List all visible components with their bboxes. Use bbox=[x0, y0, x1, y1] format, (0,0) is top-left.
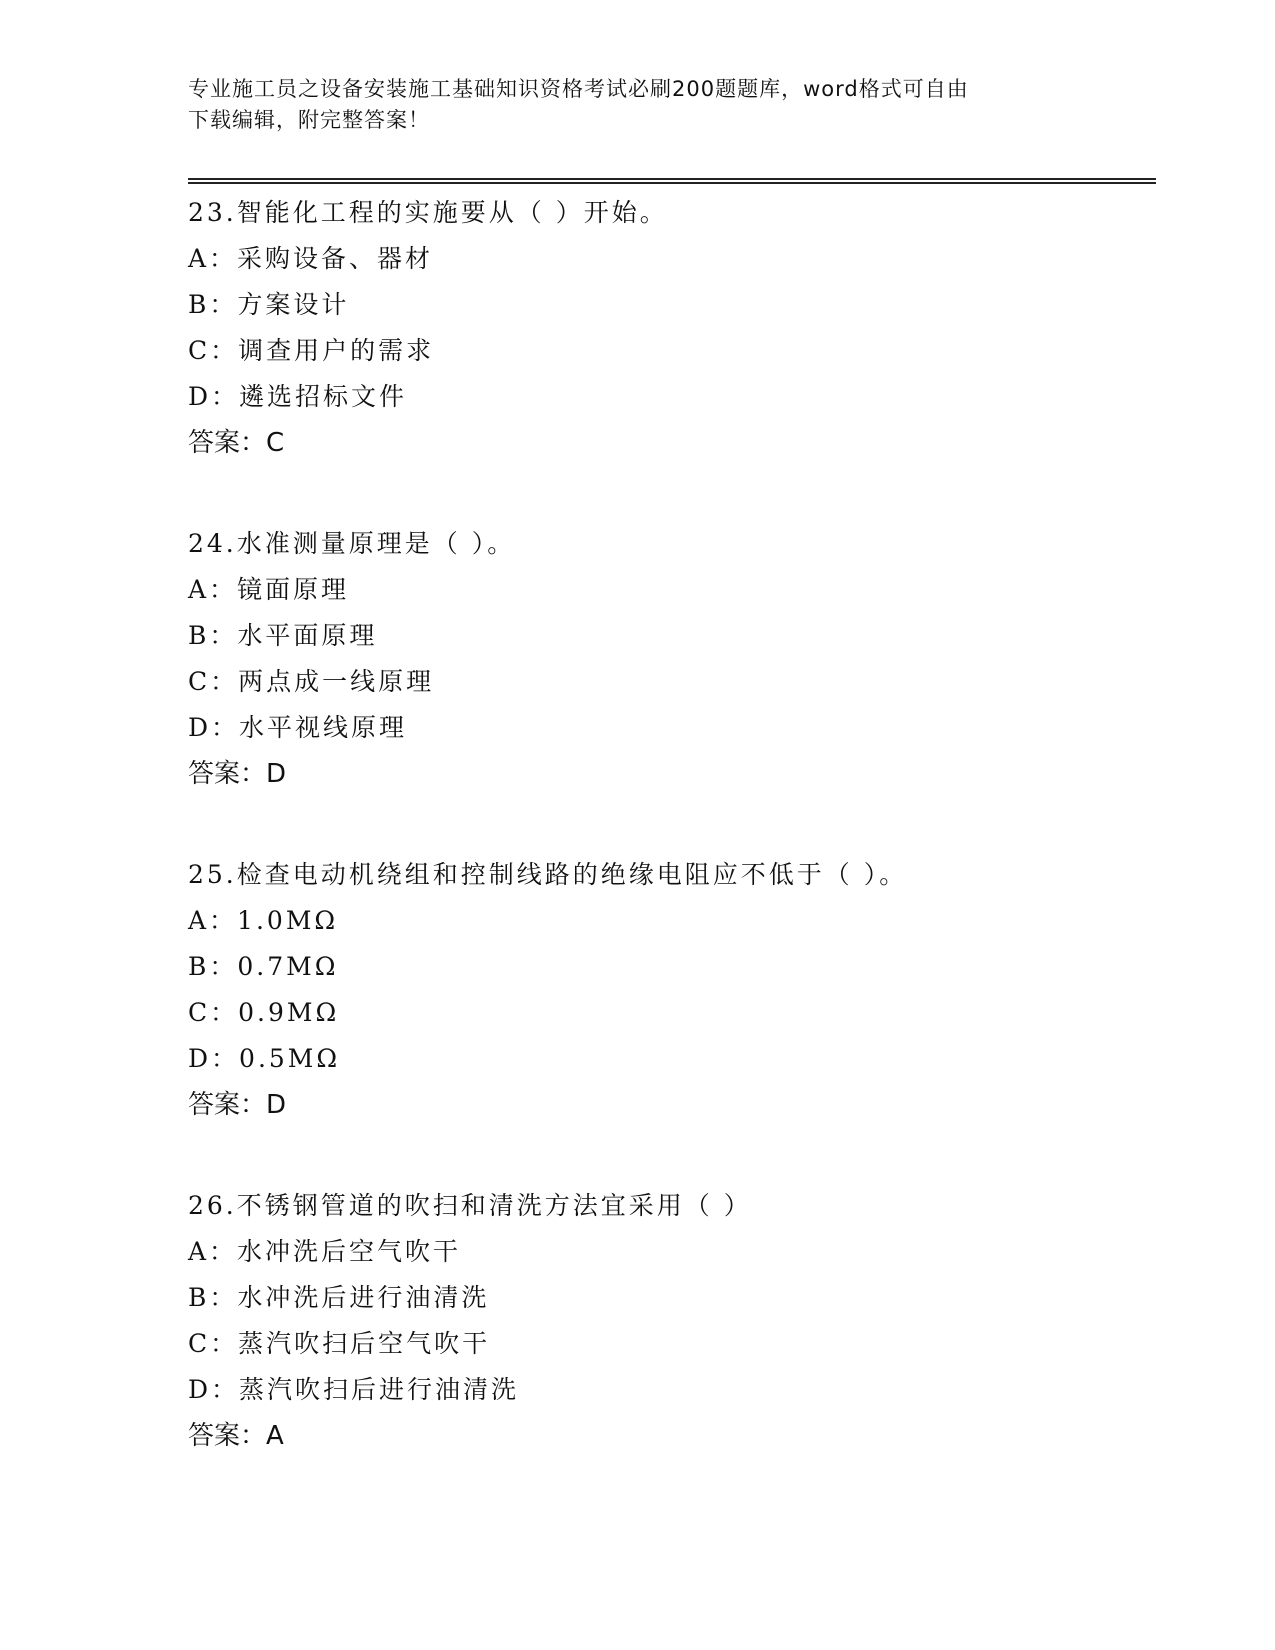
option-a: A：1.0MΩ bbox=[188, 906, 339, 935]
document-header bbox=[188, 74, 1068, 136]
header-rule-top bbox=[188, 178, 1156, 180]
option-b: B：水冲洗后进行油清洗 bbox=[188, 1283, 490, 1312]
option-b: B：方案设计 bbox=[188, 290, 350, 319]
option-d: D：遴选招标文件 bbox=[188, 382, 408, 411]
answer-line: 答案：D bbox=[188, 759, 287, 789]
answer-line: 答案：D bbox=[188, 1090, 287, 1120]
question-26 bbox=[188, 1183, 1148, 1459]
option-c: C：两点成一线原理 bbox=[188, 667, 435, 696]
option-b: B：水平面原理 bbox=[188, 621, 378, 650]
option-d: D：0.5MΩ bbox=[188, 1044, 341, 1073]
question-stem: 24.水准测量原理是（ ）。 bbox=[188, 529, 516, 558]
option-d: D：蒸汽吹扫后进行油清洗 bbox=[188, 1375, 520, 1404]
option-b: B：0.7MΩ bbox=[188, 952, 339, 981]
option-a: A：镜面原理 bbox=[188, 575, 350, 604]
question-25 bbox=[188, 852, 1148, 1128]
question-stem: 26.不锈钢管道的吹扫和清洗方法宜采用（ ） bbox=[188, 1191, 752, 1220]
option-a: A：水冲洗后空气吹干 bbox=[188, 1237, 462, 1266]
answer-line: 答案：A bbox=[188, 1421, 284, 1451]
question-list bbox=[188, 190, 1148, 1514]
option-c: C：0.9MΩ bbox=[188, 998, 340, 1027]
header-rule-bottom bbox=[188, 182, 1156, 184]
option-c: C：蒸汽吹扫后空气吹干 bbox=[188, 1329, 491, 1358]
question-24 bbox=[188, 521, 1148, 797]
header-line-1: 专业施工员之设备安装施工基础知识资格考试必刷200题题库，word格式可自由 bbox=[188, 77, 969, 101]
header-line-2: 下载编辑，附完整答案！ bbox=[188, 108, 430, 132]
question-23 bbox=[188, 190, 1148, 466]
option-c: C：调查用户的需求 bbox=[188, 336, 435, 365]
question-stem: 25.检查电动机绕组和控制线路的绝缘电阻应不低于（ ）。 bbox=[188, 860, 908, 889]
answer-line: 答案：C bbox=[188, 428, 285, 458]
option-d: D：水平视线原理 bbox=[188, 713, 408, 742]
option-a: A：采购设备、器材 bbox=[188, 244, 434, 273]
question-stem: 23.智能化工程的实施要从（ ）开始。 bbox=[188, 198, 668, 227]
